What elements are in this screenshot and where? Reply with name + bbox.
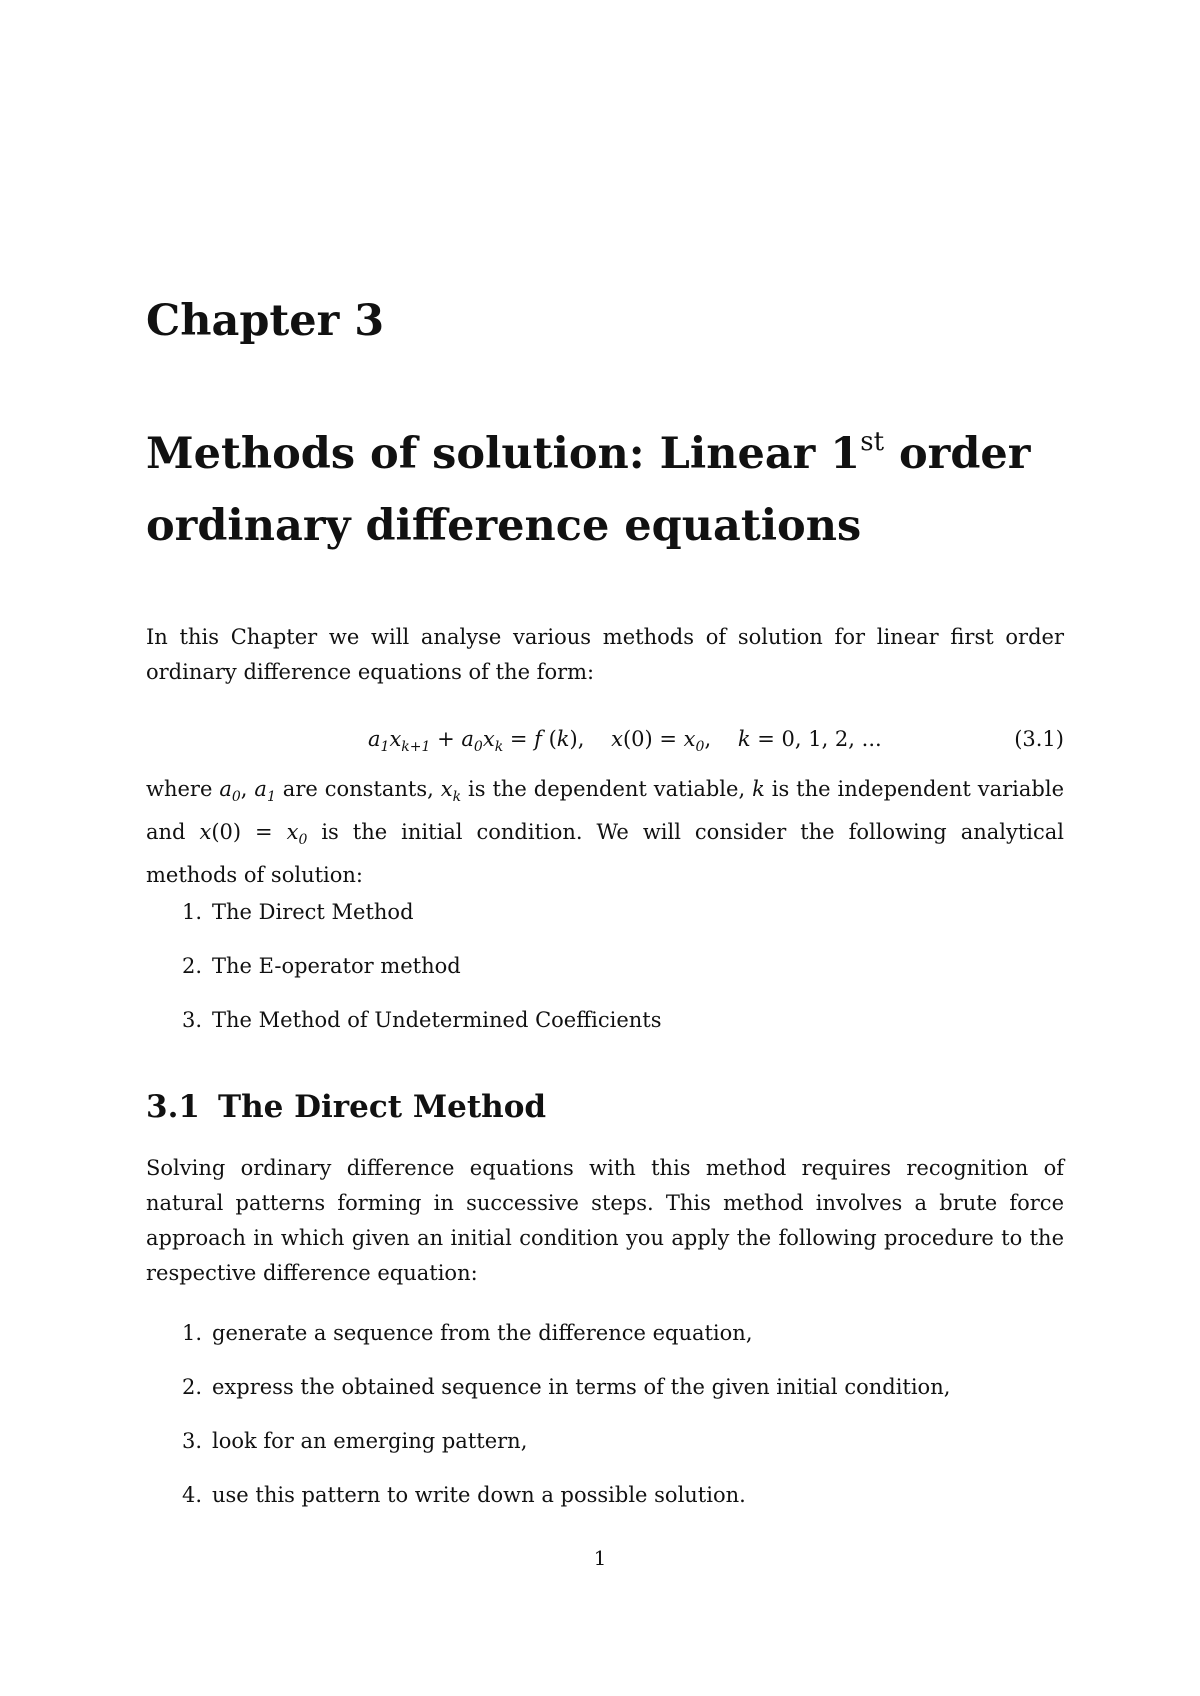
list-item: 2. The E-operator method — [181, 954, 461, 978]
equation-number: (3.1) — [1014, 727, 1064, 751]
where-paragraph: where $a_0$, $a_1$ are constants, $x_k$ is the dependent vatiable, k is the independent variable and $x(0) = x_0$ is the initial condition. We will consider the following analytical methods of solution: — [146, 777, 1065, 888]
list-item: 3. The Method of Undetermined Coefficients — [181, 1008, 662, 1032]
section-title: The Direct Method — [218, 1089, 547, 1125]
equation-3-1 — [146, 727, 1064, 757]
page-number: 1 — [593, 1546, 607, 1570]
chapter-title-line1: Methods of solution: Linear 1 — [146, 429, 861, 479]
section-number: 3.1 — [146, 1089, 200, 1125]
list-item: 1. generate a sequence from the difference equation, — [181, 1321, 753, 1345]
list-item: 2. express the obtained sequence in terms of the given initial condition, — [181, 1375, 951, 1399]
list-item: 1. The Direct Method — [181, 900, 414, 924]
ordinal-superscript: st — [860, 427, 885, 457]
section-heading — [146, 1089, 547, 1125]
list-item: 3. look for an emerging pattern, — [181, 1429, 528, 1453]
methods-list — [146, 897, 662, 1059]
chapter-title-line1-end: order — [884, 429, 1031, 479]
chapter-label: Chapter 3 — [146, 296, 385, 346]
equation-body: $a_1x_{k+1} + a_0x_k = f$ (k), $x(0) = x_0$, k = 0, 1, 2, ... — [368, 727, 882, 756]
intro-paragraph: In this Chapter we will analyse various methods of solution for linear first order ordinary difference equations of the form: — [146, 625, 1064, 684]
procedure-steps-list — [146, 1318, 950, 1534]
chapter-title-line2: ordinary difference equations — [146, 501, 862, 551]
chapter-title — [146, 418, 1086, 562]
direct-method-paragraph: Solving ordinary difference equations with this method requires recognition of natural patterns forming in successive steps. This method involves a brute force approach in which given an initial condition you apply the following procedure to the respective difference equation: — [146, 1156, 1064, 1285]
list-item: 4. use this pattern to write down a possible solution. — [181, 1483, 746, 1507]
